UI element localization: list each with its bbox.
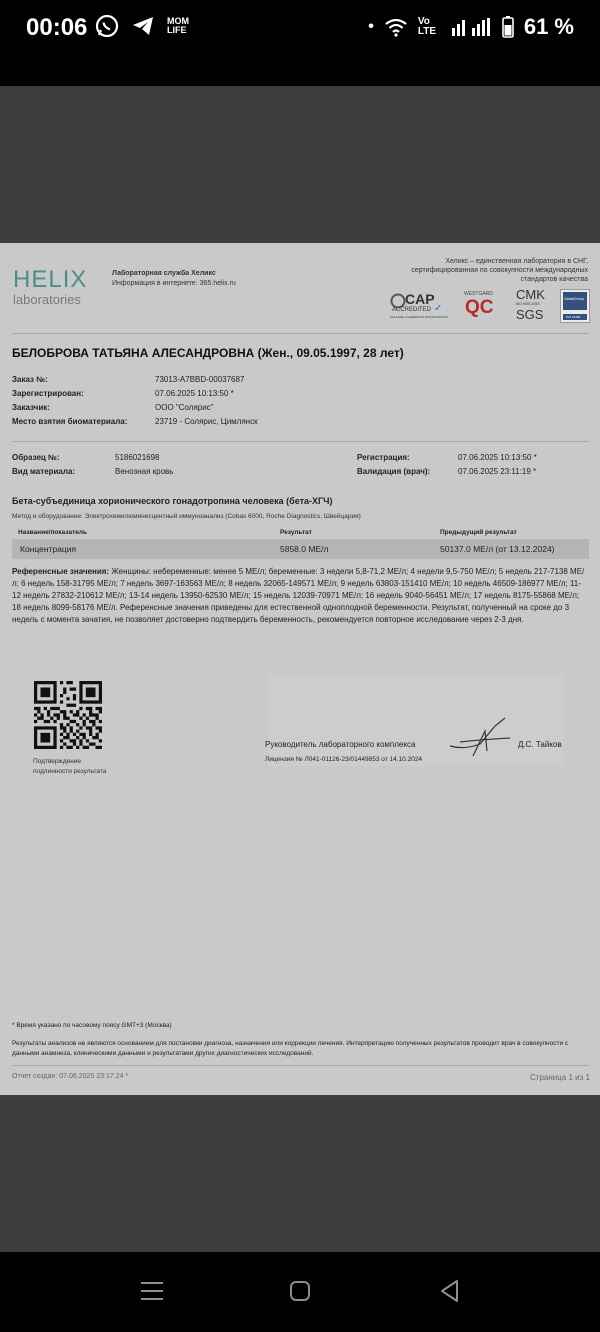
status-bar [0,0,600,86]
navigation-bar [0,1252,600,1332]
cap-text: CAP [405,291,435,307]
ref-label: Референсные значения: [12,567,110,576]
footer-divider [12,1065,589,1066]
customer-value: ООО "Солярис" [155,403,214,412]
timezone-note: * Время указано по часовому поясу GMT+3 (Москва) [12,1022,172,1029]
globalgroup-logo [563,292,587,310]
order-divider [12,441,589,442]
quality-badges [390,287,590,323]
stamp-area [268,676,563,766]
page-number: Страница 1 из 1 [530,1073,590,1082]
col-name-header: Название/показатель [18,529,88,536]
certification-text: Хеликс – единственная лаборатория в СНГ, сертифицированная по совокупности международных стандартов качества [411,258,588,283]
report-created: Отчет создан: 07.06.2025 23:17:24 * [12,1073,129,1080]
valid-value: 07.06.2025 23:11:19 * [458,467,537,476]
signal-icon [452,18,492,36]
patient-name: БЕЛОБРОВА ТАТЬЯНА АЛЕСАНДРОВНА (Жен., 09.05.1997, 28 лет) [12,346,404,360]
back-icon[interactable] [435,1276,465,1306]
header-divider [12,333,589,334]
row-result: 5858.0 МЕ/л [280,544,329,554]
westgard-text: WESTGARD [464,291,493,297]
clock: 00:06 [26,14,88,41]
qr-caption-line1: Подтверждение [33,758,82,765]
row-previous: 50137.0 МЕ/л (от 13.12.2024) [440,544,555,554]
cmk-sgs-badge [516,287,548,323]
place-value: 23719 - Солярис, Цимлянск [155,417,258,426]
telegram-icon [131,14,155,38]
volte-label: Vo LTE [417,16,436,37]
globalgroup-label: GlobalGroup [564,297,584,301]
signature-image [445,716,515,761]
wifi-icon [384,17,408,37]
logo-main: HELIX [13,266,88,293]
dot-indicator: • [368,18,374,35]
test-title: Бета-субъединица хорионического гонадотропина человека (бета-ХГЧ) [12,496,333,506]
battery-icon [502,16,514,38]
system-indicators [368,14,574,40]
battery-percent: 61 % [523,14,574,39]
place-label: Место взятия биоматериала: [12,417,128,426]
sample-info [12,451,173,479]
home-icon[interactable] [285,1276,315,1306]
westgard-badge [464,291,504,323]
disclaimer: Результаты анализов не являются основанием для постановки диагноза, назначения или коррекции лечения. Интерпретацию полученных результатов проводит врач в совокупности с данными анамнеза, клиническими данными и результатами других диагностических исследований. [12,1040,569,1057]
col-previous-header: Предыдущий результат [440,529,517,536]
valid-label: Валидация (врач): [357,467,431,476]
col-result-header: Результат [280,529,312,536]
table-row [12,539,589,559]
lab-report-page [0,243,600,1095]
qr-caption [33,757,106,777]
signatory-role: Руководитель лабораторного комплекса [265,740,416,749]
license-number: Лицензия № Л041-01126-23/01449853 от 14.10.2024 [265,756,423,763]
whatsapp-icon [95,14,119,38]
test-method: Метод и оборудование: Электрохемилюминесцентный иммуноанализ (Cobas 6000, Roche Diagnostics, Швейцария) [12,513,361,520]
registered-label: Зарегистрирован: [12,389,84,398]
order-info [12,373,258,429]
momlife-icon: MOM LIFE [167,16,189,35]
notification-icons [95,14,193,38]
signatory-name: Д.С. Тайков [518,740,562,749]
qr-code[interactable] [33,681,103,749]
material-label: Вид материала: [12,467,76,476]
sample-value: 5186021698 [115,453,160,462]
qr-caption-line2: подлинности результата [33,768,107,775]
cap-badge [390,291,452,323]
globalgroup-badge [560,289,590,323]
material-value: Венозная кровь [115,467,174,476]
registered-value: 07.06.2025 10:13:50 * [155,389,234,398]
customer-label: Заказчик: [12,403,50,412]
reg-label: Регистрация: [357,453,410,462]
reference-values [12,566,589,626]
dates-info [357,451,537,479]
cap-sub: ACCREDITED [392,307,432,313]
logo-sub: laboratories [13,292,81,307]
helix-logo [13,267,87,306]
globalgroup-cert: ISO 15189 [566,315,581,319]
sample-label: Образец №: [12,453,60,462]
cmk-fine: ISO 9001:2015 [516,302,540,306]
lab-site: Информация в интернете: 365.helix.ru [112,280,236,287]
reg-value: 07.06.2025 10:13:50 * [458,453,537,462]
cmk-text: CMK [516,287,545,302]
lab-name: Лабораторная служба Хеликс [112,270,216,277]
cap-fine: COLLEGE of AMERICAN PATHOLOGISTS [390,315,448,319]
order-label: Заказ №: [12,375,48,384]
lab-info [112,269,236,289]
sgs-text: SGS [516,307,544,322]
order-value: 73013-A7BBD-00037687 [155,375,245,384]
checkmark-icon: ✓ [434,303,443,314]
ref-text: Женщины: небеременные: менее 5 МЕ/л; беременные: 3 недели 5,8-71,2 МЕ/л; 4 недели 9,5-750 МЕ/л; 5 недель 217-7138 МЕ/л; 6 недель 158-31795 МЕ/л; 7 недель 3697-163563 МЕ/л; 8 недель 32065-149571 МЕ/л; 9 недель 63803-151410 МЕ/л; 10 недель 46509-186977 МЕ/л; 11-12 недель 27832-210612 МЕ/л; 13-14 недель 13950-62530 МЕ/л; 15 недель 12039-70971 МЕ/л; 16 недель 9040-56451 МЕ/л; 17 недель 8175-55868 МЕ/л; 18 недель 8099-58176 МЕ/л. Референсные значения приведены для естественной одноплодной беременности. Результат, полученный на сроке до 3 недель с момента зачатия, не позволяет достоверно подтвердить беременность, рекомендуется повторное исследование через 2-3 дня. [12,567,585,624]
recents-icon[interactable] [137,1276,167,1306]
qc-text: QC [465,297,494,318]
row-name: Концентрация [20,544,77,554]
